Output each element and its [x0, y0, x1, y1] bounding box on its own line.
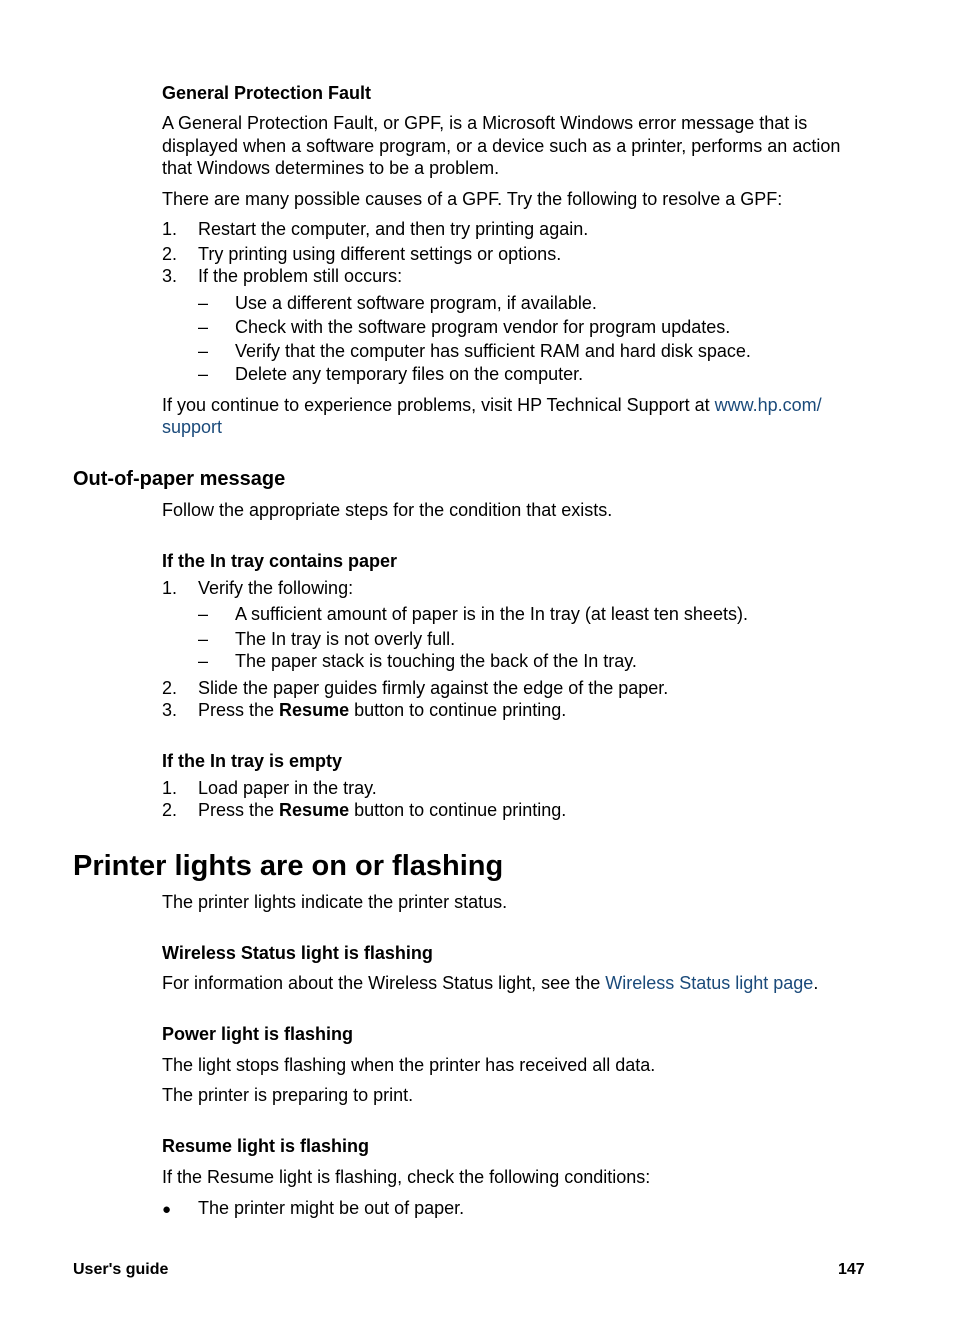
step-text: Press the Resume button to continue printing. [198, 700, 567, 720]
dash-marker: – [198, 629, 209, 649]
gpf-para1-line3: that Windows determines to be a problem. [162, 158, 500, 178]
substep-text: The In tray is not overly full. [235, 629, 456, 649]
support-link[interactable]: www.hp.com/ [714, 395, 822, 415]
page-number: 147 [838, 1261, 865, 1278]
substep-text: Use a different software program, if available. [235, 293, 597, 313]
oop-substep [198, 650, 637, 672]
gpf-substep [198, 292, 597, 314]
oop-empty-step-2 [162, 799, 567, 821]
step-text: Verify the following: [198, 578, 354, 598]
bullet-icon: ● [162, 1201, 172, 1218]
oop-heading: Out-of-paper message [73, 468, 286, 490]
dash-marker: – [198, 364, 209, 384]
resume-heading: Resume light is flashing [162, 1136, 370, 1156]
gpf-step-3 [162, 265, 403, 287]
oop-intro: Follow the appropriate steps for the condition that exists. [162, 500, 613, 520]
power-line1: The light stops flashing when the printer has received all data. [162, 1055, 656, 1075]
dash-marker: – [198, 651, 209, 671]
substep-text: A sufficient amount of paper is in the In tray (at least ten sheets). [235, 604, 748, 624]
substep-text: Check with the software program vendor for program updates. [235, 317, 731, 337]
gpf-para1-line1: A General Protection Fault, or GPF, is a Microsoft Windows error message that is [162, 113, 808, 133]
step-text: Restart the computer, and then try printing again. [198, 219, 589, 239]
resume-intro: If the Resume light is flashing, check the following conditions: [162, 1167, 651, 1187]
oop-contains-heading: If the In tray contains paper [162, 551, 398, 571]
resume-label: Resume [279, 800, 350, 820]
support-text: If you continue to experience problems, visit HP Technical Support at [162, 395, 715, 415]
substep-text: Delete any temporary files on the computer. [235, 364, 584, 384]
step-number: 3. [162, 266, 178, 286]
dash-marker: – [198, 604, 209, 624]
oop-contains-step-3 [162, 699, 567, 721]
gpf-substep [198, 340, 751, 362]
step-number: 3. [162, 700, 178, 720]
resume-label: Resume [279, 700, 350, 720]
step-text: Load paper in the tray. [198, 778, 377, 798]
gpf-para2: There are many possible causes of a GPF. Try the following to resolve a GPF: [162, 189, 783, 209]
step-number: 2. [162, 244, 178, 264]
wireless-status-link[interactable]: Wireless Status light page [605, 973, 814, 993]
step-number: 1. [162, 578, 178, 598]
gpf-step-2 [162, 243, 562, 265]
dash-marker: – [198, 317, 209, 337]
gpf-heading: General Protection Fault [162, 83, 372, 103]
support-link-continued[interactable]: support [162, 417, 223, 437]
power-line2: The printer is preparing to print. [162, 1085, 414, 1105]
gpf-substep [198, 316, 731, 338]
substep-text: The paper stack is touching the back of the In tray. [235, 651, 637, 671]
step-text: Slide the paper guides firmly against the edge of the paper. [198, 678, 669, 698]
gpf-step-1 [162, 218, 589, 240]
step-number: 2. [162, 678, 178, 698]
step-number: 2. [162, 800, 178, 820]
oop-contains-step-2 [162, 677, 669, 699]
wireless-heading: Wireless Status light is flashing [162, 943, 433, 963]
footer-title: User's guide [73, 1261, 169, 1278]
oop-substep [198, 628, 456, 650]
oop-substep [198, 603, 748, 625]
resume-bullet-item [162, 1197, 465, 1221]
gpf-support-line1 [162, 394, 822, 416]
substep-text: Verify that the computer has sufficient RAM and hard disk space. [235, 341, 751, 361]
lights-heading: Printer lights are on or flashing [73, 850, 504, 882]
bullet-text: The printer might be out of paper. [198, 1198, 465, 1218]
oop-empty-heading: If the In tray is empty [162, 751, 343, 771]
gpf-substep [198, 363, 584, 385]
step-number: 1. [162, 219, 178, 239]
lights-intro: The printer lights indicate the printer status. [162, 892, 508, 912]
dash-marker: – [198, 341, 209, 361]
step-text: Press the Resume button to continue printing. [198, 800, 567, 820]
power-heading: Power light is flashing [162, 1024, 354, 1044]
oop-empty-step-1 [162, 777, 377, 799]
oop-contains-step-1 [162, 577, 354, 599]
step-text: Try printing using different settings or options. [198, 244, 562, 264]
gpf-para1-line2: displayed when a software program, or a device such as a printer, performs an action [162, 136, 841, 156]
step-text: If the problem still occurs: [198, 266, 403, 286]
wireless-text: For information about the Wireless Status light, see the Wireless Status light page. [162, 973, 819, 993]
dash-marker: – [198, 293, 209, 313]
step-number: 1. [162, 778, 178, 798]
